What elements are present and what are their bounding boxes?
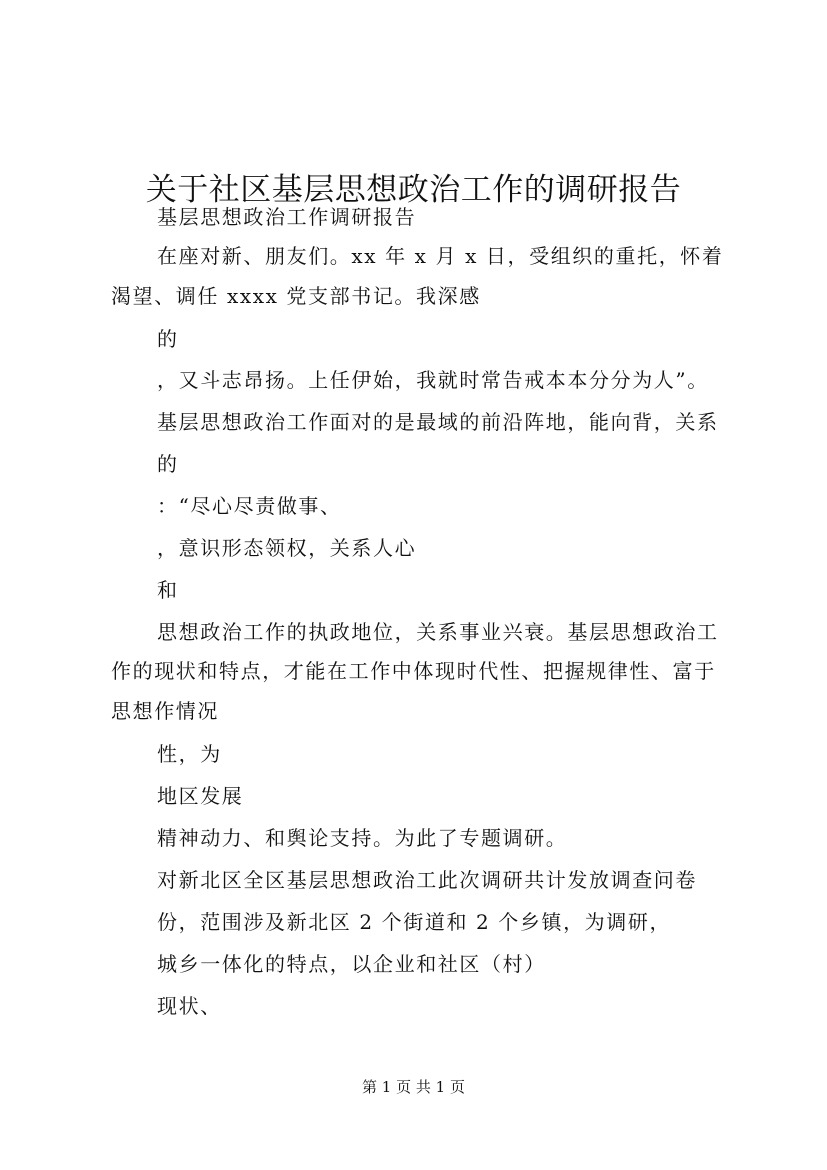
document-title: 关于社区基层思想政治工作的调研报告 bbox=[145, 171, 682, 208]
paragraph-line: 基层思想政治工作调研报告 bbox=[157, 205, 417, 229]
paragraph-line: 地区发展 bbox=[157, 784, 244, 808]
paragraph-line: ，又斗志昂扬。上任伊始，我就时常告戒本本分分为人”。 bbox=[157, 368, 709, 392]
paragraph-line: 渴望、调任 xxxx 党支部书记。我深感 bbox=[111, 284, 481, 308]
paragraph-line: 精神动力、和舆论支持。为此了专题调研。 bbox=[157, 826, 568, 850]
paragraph-line: 和 bbox=[157, 578, 179, 602]
paragraph-line: 在座对新、朋友们。xx 年 x 月 x 日，受组织的重托，怀着 bbox=[157, 244, 724, 268]
page-number-footer: 第 1 页 共 1 页 bbox=[362, 1078, 465, 1096]
paragraph-line: 城乡一体化的特点，以企业和社区（村） bbox=[157, 952, 546, 976]
paragraph-line: 现状、 bbox=[157, 994, 222, 1018]
paragraph-line: 对新北区全区基层思想政治工此次调研共计发放调查问卷 bbox=[157, 868, 697, 892]
paragraph-line: 的 bbox=[157, 327, 179, 351]
paragraph-line: 思想作情况 bbox=[111, 699, 219, 723]
paragraph-line: ：“尽心尽责做事、 bbox=[157, 494, 342, 518]
paragraph-line: ，意识形态领权，关系人心 bbox=[157, 536, 417, 560]
paragraph-line: 基层思想政治工作面对的是最域的前沿阵地，能向背，关系 bbox=[157, 410, 719, 434]
paragraph-line: 份，范围涉及新北区 2 个街道和 2 个乡镇，为调研， bbox=[157, 910, 672, 934]
paragraph-line: 思想政治工作的执政地位，关系事业兴衰。基层思想政治工 bbox=[157, 620, 719, 644]
paragraph-line: 的 bbox=[157, 452, 179, 476]
paragraph-line: 性，为 bbox=[157, 742, 222, 766]
paragraph-line: 作的现状和特点，才能在工作中体现时代性、把握规律性、富于 bbox=[111, 659, 716, 683]
